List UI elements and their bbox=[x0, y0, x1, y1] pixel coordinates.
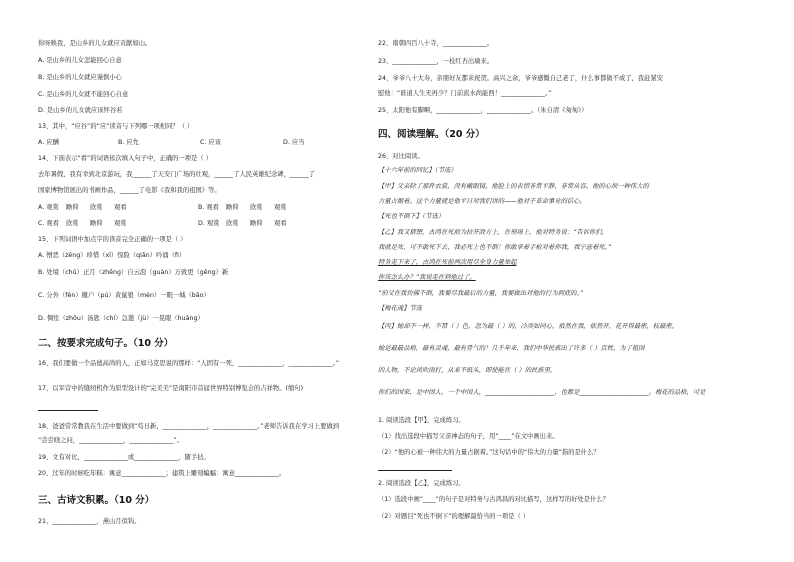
poem-line: 你呀映我，是山乡的儿女就应贡献如山。 bbox=[38, 40, 152, 47]
subquestion-1-1: （1）找出选段中描写父亲神态的句子，用“____”在文中画出来。 bbox=[378, 433, 559, 440]
question-17: 17、以军营中的缝纫机作为原型设计的“完美美”是南阳市首届世界特别博览会的吉祥物。(缩句) bbox=[38, 385, 304, 392]
q14-c2: 欣赏 bbox=[66, 220, 79, 227]
section-3-heading: 三、古诗文积累。（10 分） bbox=[38, 495, 155, 506]
q14-a3: 欣赏 bbox=[90, 204, 103, 211]
q14-a4: 观看 bbox=[114, 204, 127, 211]
option-a: A. 是山乡的儿女怎能回心自意 bbox=[38, 57, 122, 64]
subquestion-1: 1. 阅读选段【甲】，完成练习。 bbox=[378, 417, 465, 424]
question-22: 22、南朝四百八十寺，______________。 bbox=[378, 40, 494, 47]
q14-d4: 观看 bbox=[274, 220, 287, 227]
q14-passage-line2: 国家博物馆展出的书画作品，______了电影《我和我的祖国》等。 bbox=[38, 187, 221, 194]
option-b: B. 是山乡的儿女就应谨慎小心 bbox=[38, 74, 122, 81]
question-23: 23、______________，一枝红杏出墙来。 bbox=[378, 58, 494, 65]
passage-2-line3: 特务走下来了，古鸿在死前两次用尽全身力量举起 bbox=[378, 259, 517, 266]
q14-c3: 瞻仰 bbox=[90, 220, 103, 227]
passage-3-line2: 她是最最品格，最有灵魂，最有骨气的！几千年来，我们中华民族出了许多（ ）百姓，为了祖国 bbox=[378, 345, 645, 352]
question-21: 21、______________，燕山月似钩。 bbox=[38, 518, 141, 525]
question-24-line2: 慰他：“谁道人生无再少？门前流水尚能西！______________。” bbox=[378, 90, 552, 97]
q14-d3: 瞻仰 bbox=[250, 220, 263, 227]
q14-c4: 观赏 bbox=[114, 220, 127, 227]
q14-a: A. 观赏 bbox=[38, 204, 59, 211]
question-19: 19、文有对比，______________或______________，随手拈。 bbox=[38, 454, 210, 461]
passage-3-line4: 你们的国家，是中国人。一个中国人，______________________，也都是______________________。梅花的品格，可是 bbox=[378, 389, 706, 396]
passage-3-line1: 【丙】她却不一样，不禁（ ）色，忽为最（ ）的，冷淡如同心，依然在我，依然开，花开得最密，枝最密。 bbox=[378, 323, 678, 330]
passage-2-line5: “伯父在我仿佛不倒，我要尽我最后的力量，我要做出对他的行为到底的。” bbox=[378, 290, 583, 297]
q14-d: D. 观赏 bbox=[198, 220, 220, 227]
q15-option-c: C. 分外（fèn）撤户（pú）黄鼠狼（mèn）一眼一缄（bǎo） bbox=[38, 292, 210, 299]
passage-1-line2: 力量占据着。这个力量就是他平日对我们讲的——他对于革命事业的信心。 bbox=[378, 198, 586, 205]
q13-option-b: B. 应允 bbox=[118, 139, 139, 146]
question-16: 16、我们要做一个品德高尚的人，正如马克思说的那样：“人固有一死，______________，______________。” bbox=[38, 360, 340, 367]
subquestion-2: 2. 阅读选段【乙】，完成练习。 bbox=[378, 480, 465, 487]
question-24-line1: 24、爷爷八十大寿，亲朋好友都来祝贺。高兴之余，爷爷感慨自己老了，什么事都做不成了，我赶紧安 bbox=[378, 75, 664, 82]
passage-3-title: 【梅花魂】节选 bbox=[378, 305, 423, 312]
answer-line-17[interactable] bbox=[38, 410, 98, 411]
q15-option-b: B. 处境（chǔ）正月（zhēng）自云泡（guàn）万致更（gēng）新 bbox=[38, 269, 229, 276]
passage-1-line1: 【甲】父亲除了那件衣裳，没有戴眼镜。他脸上的表情非常平静，非常从容。他的心坝一种伟大的 bbox=[378, 183, 649, 190]
q15-option-a: A. 憎恶（zēng）珍惜（xī）惊险（qiǎn）吟诵（fì） bbox=[38, 252, 186, 259]
q13-option-c: C. 应该 bbox=[200, 139, 221, 146]
passage-2-line1: 【乙】我又猜想，古鸿在死前为拉开敌方上，在刑场上，他对特务说：“告诉你们， bbox=[378, 229, 608, 236]
passage-3-line3: 的人物，不论风吹雨打，从来不低头，即使能在（ ）的民族里， bbox=[378, 367, 557, 374]
q14-d2: 欣赏 bbox=[226, 220, 239, 227]
q13-option-d: D. 应当 bbox=[283, 139, 305, 146]
section-2-heading: 二、按要求完成句子。（10 分） bbox=[38, 338, 174, 349]
q14-c: C. 观看 bbox=[38, 220, 59, 227]
question-15: 15、下列词语中加点字的读音完全正确的一项是（ ） bbox=[38, 236, 187, 243]
q14-passage-line1: 去年暑假，我有幸到北京游玩，我______了天安门广场的壮观，______了人民英雄纪念碑，______了 bbox=[38, 171, 316, 178]
q15-option-d: D. 惆怅（zhōu）汤匙（chí）急邀（jù）一晃眼（huǎng） bbox=[38, 315, 204, 322]
answer-line-1-2[interactable] bbox=[378, 470, 452, 471]
passage-1-title: 【十六年前的回忆】（节选） bbox=[378, 167, 457, 174]
question-20: 20、过年的时候吃年糕：寓意______________；建筑上雕刻蝙蝠：寓意______________。 bbox=[38, 470, 286, 477]
question-25: 25、太阳他有脚啊，______________，______________。（朱自清《匆匆》） bbox=[378, 107, 588, 114]
q14-a2: 瞻仰 bbox=[66, 204, 79, 211]
option-c: C. 是山乡的儿女就不能回心自意 bbox=[38, 91, 129, 98]
subquestion-2-2: （2）对题目“死也不倒下”的理解最恰当的一项是（ ） bbox=[378, 513, 530, 520]
q14-b2: 瞻仰 bbox=[226, 204, 239, 211]
subquestion-2-1: （1）选段中画“____”的句子是对特务与古鸿昌的对比描写，这样写的好处是什么？ bbox=[378, 496, 609, 503]
option-d: D. 是山乡的儿女就应该怀谷若 bbox=[38, 107, 123, 114]
passage-2-title: 【死也不倒下】（节选） bbox=[378, 213, 445, 220]
q14-b4: 观赏 bbox=[274, 204, 287, 211]
q13-option-a: A. 应酬 bbox=[38, 139, 59, 146]
question-18-line1: 18、爸爸常常教我在生活中要做到“苟日新，______________，______________。”老师告诉我在学习上要做到 bbox=[38, 423, 340, 430]
question-18-line2: “尝尝晓之问，______________，______________”。 bbox=[38, 437, 184, 444]
question-14: 14、下面表示“看”的词语依次填入句子中，正确的一项是（ ） bbox=[38, 155, 212, 162]
question-13: 13、其中，“应谷”的“应”读音与下列哪一项相同？（ ） bbox=[38, 123, 194, 130]
q14-b3: 欣赏 bbox=[250, 204, 263, 211]
subquestion-1-2: （2）“他的心被一种伟大的力量占据着。”这句话中的“伟大的力量”指的是什么？ bbox=[378, 449, 600, 456]
passage-2-line2: 我就是死，可不敢死下去，我必死上也不倒！你敢拿着手枪对着你我，我宁意着死。” bbox=[378, 244, 612, 251]
question-26: 26、对比阅读。 bbox=[378, 153, 424, 160]
q14-b: B. 观看 bbox=[198, 204, 219, 211]
section-4-heading: 四、阅读理解。（20 分） bbox=[378, 129, 485, 140]
passage-2-line4: 你该怎么办？”我说走在到他过了。 bbox=[378, 274, 476, 281]
